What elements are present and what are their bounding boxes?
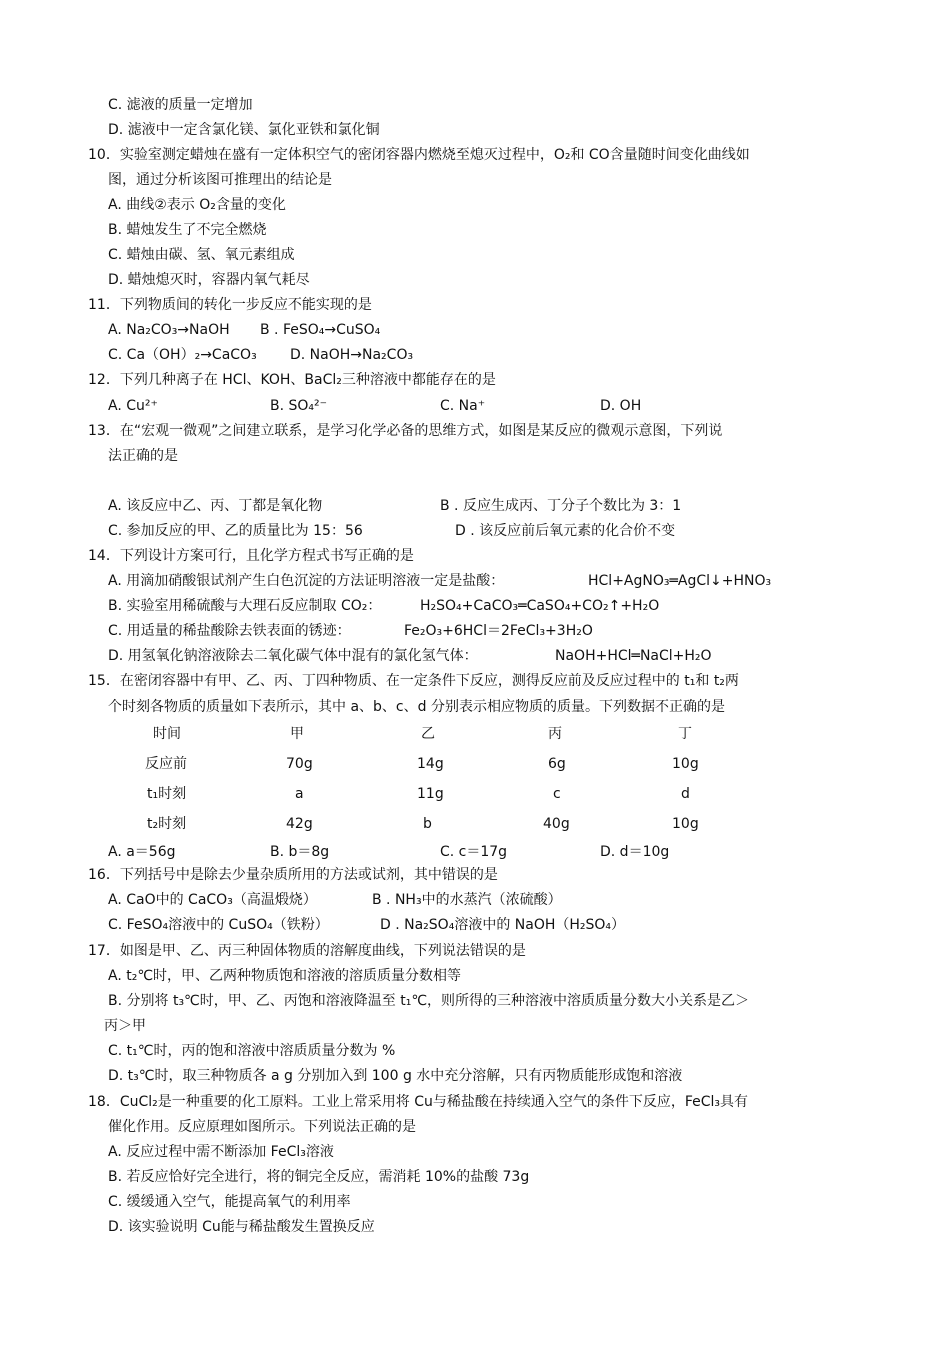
q9-option-d: D. 滤液中一定含氯化镁、氯化亚铁和氯化铜 — [108, 122, 380, 138]
q13-option-d: D . 该反应前后氧元素的化合价不变 — [455, 523, 676, 539]
q16-option-b: B . NH₃中的水蒸汽（浓硫酸） — [372, 892, 562, 908]
q16-option-d: D . Na₂SO₄溶液中的 NaOH（H₂SO₄） — [380, 917, 626, 933]
q15-option-c: C. c＝17g — [440, 844, 508, 860]
table-cell: 10g — [672, 756, 699, 772]
q11-option-d: D. NaOH→Na₂CO₃ — [290, 347, 414, 363]
q16-option-c: C. FeSO₄溶液中的 CuSO₄（铁粉） — [108, 917, 329, 933]
q13-stem-line2: 法正确的是 — [108, 448, 178, 464]
q12-stem: 12．下列几种离子在 HCl、KOH、BaCl₂三种溶液中都能存在的是 — [88, 372, 496, 388]
q11-stem: 11．下列物质间的转化一步反应不能实现的是 — [88, 297, 372, 313]
q12-option-d: D. OH — [600, 398, 642, 414]
q14-option-b-equation: H₂SO₄+CaCO₃═CaSO₄+CO₂↑+H₂O — [420, 598, 660, 614]
table-header-time: 时间 — [153, 726, 181, 742]
q18-option-d: D. 该实验说明 Cu能与稀盐酸发生置换反应 — [108, 1219, 375, 1235]
q14-option-d-text: D. 用氢氧化钠溶液除去二氧化碳气体中混有的氯化氢气体： — [108, 648, 478, 664]
q18-stem-line1: 18．CuCl₂是一种重要的化工原料。工业上常采用将 Cu与稀盐酸在持续通入空气的条件下反应，FeCl₃具有 — [88, 1094, 749, 1110]
q18-option-a: A. 反应过程中需不断添加 FeCl₃溶液 — [108, 1144, 334, 1160]
q14-option-c-text: C. 用适量的稀盐酸除去铁表面的锈迹： — [108, 623, 351, 639]
q13-option-a: A. 该反应中乙、丙、丁都是氧化物 — [108, 498, 323, 514]
table-header-bing: 丙 — [548, 726, 562, 742]
table-cell: 40g — [543, 816, 570, 832]
q13-option-b: B . 反应生成丙、丁分子个数比为 3：1 — [440, 498, 682, 514]
q12-option-b: B. SO₄²⁻ — [270, 398, 328, 414]
q18-stem-line2: 催化作用。反应原理如图所示。下列说法正确的是 — [108, 1119, 416, 1135]
q10-stem-line2: 图，通过分析该图可推理出的结论是 — [108, 172, 332, 188]
q17-option-d: D. t₃℃时，取三种物质各 a g 分别加入到 100 g 水中充分溶解，只有丙物质能形成饱和溶液 — [108, 1068, 683, 1084]
q14-option-c-equation: Fe₂O₃+6HCl＝2FeCl₃+3H₂O — [404, 623, 593, 639]
q11-option-c: C. Ca（OH）₂→CaCO₃ — [108, 347, 257, 363]
q15-stem-line1: 15．在密闭容器中有甲、乙、丙、丁四种物质、在一定条件下反应，测得反应前及反应过程中的 t₁和 t₂两 — [88, 673, 739, 689]
q14-option-b-text: B. 实验室用稀硫酸与大理石反应制取 CO₂： — [108, 598, 382, 614]
table-cell: 42g — [286, 816, 313, 832]
q14-option-d-equation: NaOH+HCl═NaCl+H₂O — [555, 648, 712, 664]
table-header-yi: 乙 — [421, 726, 435, 742]
table-cell: 10g — [672, 816, 699, 832]
q17-stem: 17．如图是甲、乙、丙三种固体物质的溶解度曲线，下列说法错误的是 — [88, 943, 526, 959]
table-cell: 6g — [548, 756, 566, 772]
table-cell: c — [553, 786, 561, 802]
table-cell: 70g — [286, 756, 313, 772]
q10-option-a: A. 曲线②表示 O₂含量的变化 — [108, 197, 286, 213]
table-cell: 反应前 — [145, 756, 187, 772]
q15-option-d: D. d＝10g — [600, 844, 670, 860]
q17-option-c: C. t₁℃时，丙的饱和溶液中溶质质量分数为 % — [108, 1043, 396, 1059]
q10-stem-line1: 10．实验室测定蜡烛在盛有一定体积空气的密闭容器内燃烧至熄灭过程中，O₂和 CO含量随时间变化曲线如 — [88, 147, 750, 163]
q13-option-c: C. 参加反应的甲、乙的质量比为 15：56 — [108, 523, 363, 539]
q12-option-c: C. Na⁺ — [440, 398, 486, 414]
q12-option-a: A. Cu²⁺ — [108, 398, 158, 414]
table-cell: t₁时刻 — [147, 786, 187, 802]
q10-option-d: D. 蜡烛熄灭时，容器内氧气耗尽 — [108, 272, 310, 288]
q10-option-b: B. 蜡烛发生了不完全燃烧 — [108, 222, 267, 238]
q10-option-c: C. 蜡烛由碳、氢、氧元素组成 — [108, 247, 295, 263]
table-cell: t₂时刻 — [147, 816, 187, 832]
q11-option-b: B . FeSO₄→CuSO₄ — [260, 322, 381, 338]
q16-option-a: A. CaO中的 CaCO₃（高温煅烧） — [108, 892, 317, 908]
q16-stem: 16．下列括号中是除去少量杂质所用的方法或试剂，其中错误的是 — [88, 867, 498, 883]
q14-option-a-equation: HCl+AgNO₃═AgCl↓+HNO₃ — [588, 573, 772, 589]
q15-stem-line2: 个时刻各物质的质量如下表所示，其中 a、b、c、d 分别表示相应物质的质量。下列数据不正确的是 — [108, 699, 725, 715]
table-cell: a — [295, 786, 304, 802]
q17-option-b-line1: B. 分别将 t₃℃时，甲、乙、丙饱和溶液降温至 t₁℃，则所得的三种溶液中溶质质量分数大小关系是乙＞ — [108, 993, 750, 1009]
q11-option-a: A. Na₂CO₃→NaOH — [108, 322, 230, 338]
table-cell: 14g — [417, 756, 444, 772]
q15-option-b: B. b＝8g — [270, 844, 330, 860]
table-cell: b — [423, 816, 432, 832]
q18-option-b: B. 若反应恰好完全进行，将的铜完全反应，需消耗 10%的盐酸 73g — [108, 1169, 530, 1185]
q9-option-c: C. 滤液的质量一定增加 — [108, 97, 253, 113]
q15-option-a: A. a＝56g — [108, 844, 176, 860]
q13-stem-line1: 13．在“宏观一微观”之间建立联系，是学习化学必备的思维方式，如图是某反应的微观示意图，下列说 — [88, 423, 723, 439]
table-header-jia: 甲 — [290, 726, 304, 742]
table-header-ding: 丁 — [678, 726, 692, 742]
q18-option-c: C. 缓缓通入空气，能提高氧气的利用率 — [108, 1194, 351, 1210]
table-cell: d — [681, 786, 690, 802]
q17-option-a: A. t₂℃时，甲、乙两种物质饱和溶液的溶质质量分数相等 — [108, 968, 462, 984]
q14-option-a-text: A. 用滴加硝酸银试剂产生白色沉淀的方法证明溶液一定是盐酸： — [108, 573, 505, 589]
q14-stem: 14．下列设计方案可行，且化学方程式书写正确的是 — [88, 548, 414, 564]
table-cell: 11g — [417, 786, 444, 802]
q17-option-b-line2: 丙＞甲 — [104, 1018, 146, 1034]
